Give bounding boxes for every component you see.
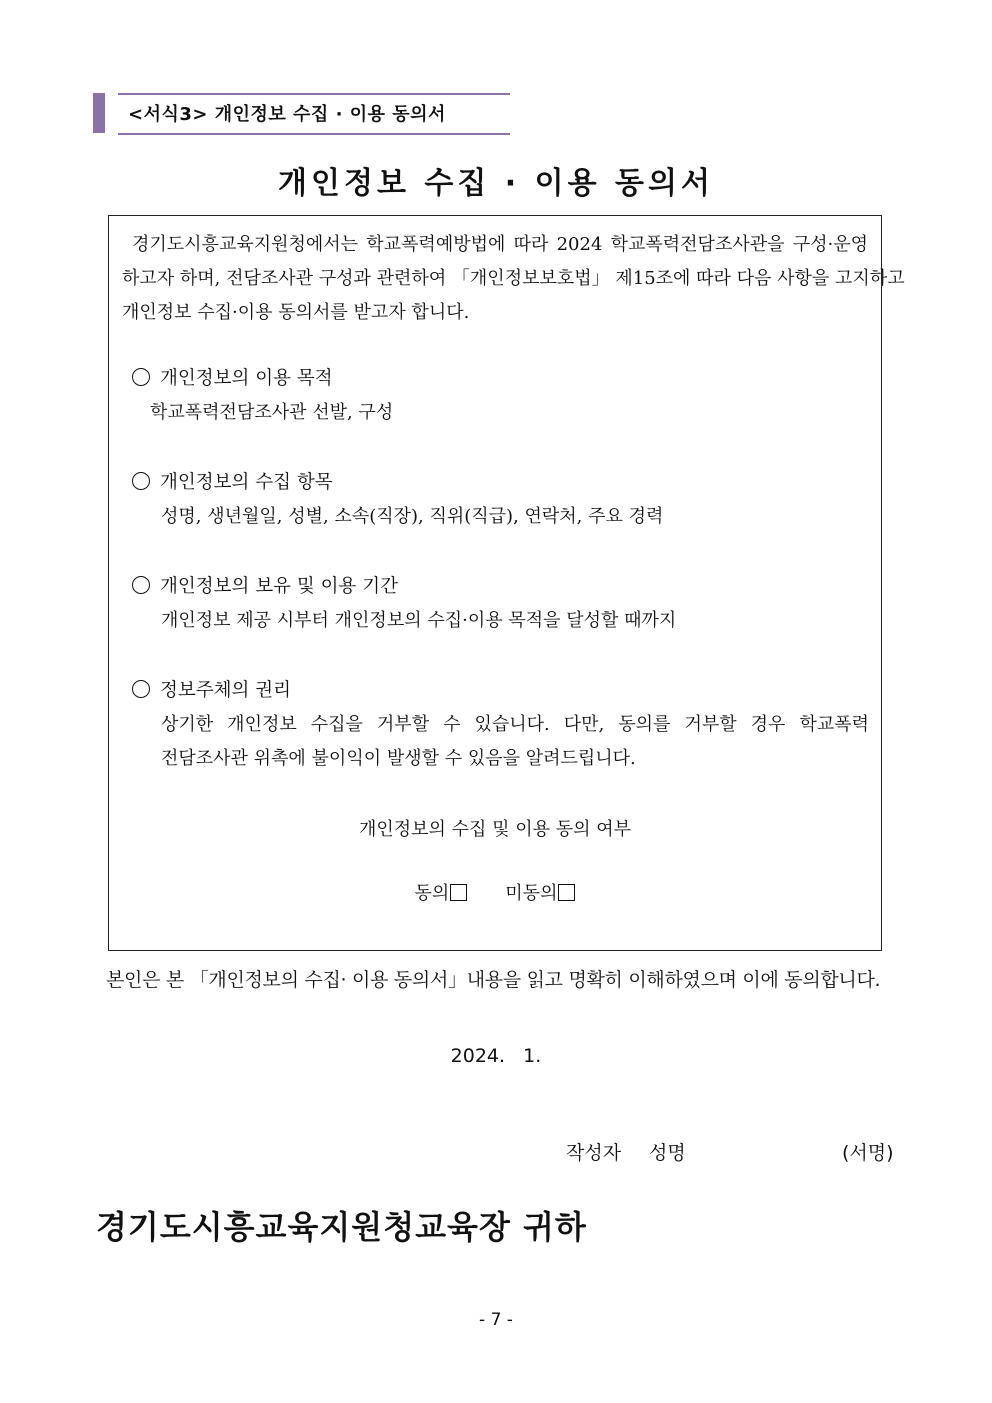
- section-heading: 개인정보의 이용 목적: [132, 362, 333, 396]
- disagree-checkbox[interactable]: [558, 884, 575, 901]
- affirmation-statement: 본인은 본 「개인정보의 수집· 이용 동의서」내용을 읽고 명확히 이해하였으며 이에 동의합니다.: [106, 969, 881, 991]
- date: 2024. 1.: [450, 1045, 542, 1067]
- consent-question: 개인정보의 수집 및 이용 동의 여부: [358, 819, 632, 840]
- section-body: 성명, 생년월일, 성별, 소속(직장), 직위(직급), 연락처, 주요 경력: [161, 506, 664, 527]
- intro-line: 개인정보 수집·이용 동의서를 받고자 합니다.: [122, 302, 470, 323]
- name-label: 성명: [649, 1142, 686, 1164]
- intro-line: 하고자 하며, 전담조사관 구성과 관련하여 「개인정보보호법」 제15조에 따라 다음 사항을 고지하고: [122, 268, 905, 289]
- section-body: [161, 708, 869, 776]
- circle-bullet-icon: [132, 680, 150, 698]
- circle-bullet-icon: [132, 576, 150, 594]
- signature-label: (서명): [842, 1142, 894, 1164]
- section-body: 개인정보 제공 시부터 개인정보의 수집·이용 목적을 달성할 때까지: [161, 610, 677, 631]
- circle-bullet-icon: [132, 472, 150, 490]
- author-label: 작성자: [566, 1142, 622, 1164]
- intro-line: 경기도시흥교육지원청에서는 학교폭력예방법에 따라 2024 학교폭력전담조사관을 구성·운영: [132, 234, 868, 255]
- section-body-line: 전담조사관 위촉에 불이익이 발생할 수 있음을 알려드립니다.: [161, 748, 636, 769]
- circle-bullet-icon: [132, 368, 150, 386]
- section-heading: 개인정보의 수집 항목: [132, 466, 333, 500]
- section-body-line: 상기한 개인정보 수집을 거부할 수 있습니다. 다만, 동의를 거부할 경우 학교폭력: [161, 714, 869, 735]
- document-title: 개인정보 수집 · 이용 동의서: [278, 166, 714, 201]
- notice-intro: [122, 228, 905, 330]
- section-body: 학교폭력전담조사관 선발, 구성: [150, 402, 394, 423]
- agree-label: 동의: [414, 883, 450, 904]
- section-heading: 정보주체의 권리: [132, 674, 291, 708]
- addressee: 경기도시흥교육지원청교육장 귀하: [96, 1208, 587, 1246]
- form-label: <서식3> 개인정보 수집 · 이용 동의서: [128, 104, 446, 125]
- form-label-accent-bar: [93, 93, 105, 133]
- section-heading: 개인정보의 보유 및 이용 기간: [132, 570, 398, 604]
- consent-options: [108, 877, 882, 911]
- disagree-label: 미동의: [505, 883, 558, 904]
- page-number: - 7 -: [479, 1310, 513, 1330]
- agree-checkbox[interactable]: [450, 884, 467, 901]
